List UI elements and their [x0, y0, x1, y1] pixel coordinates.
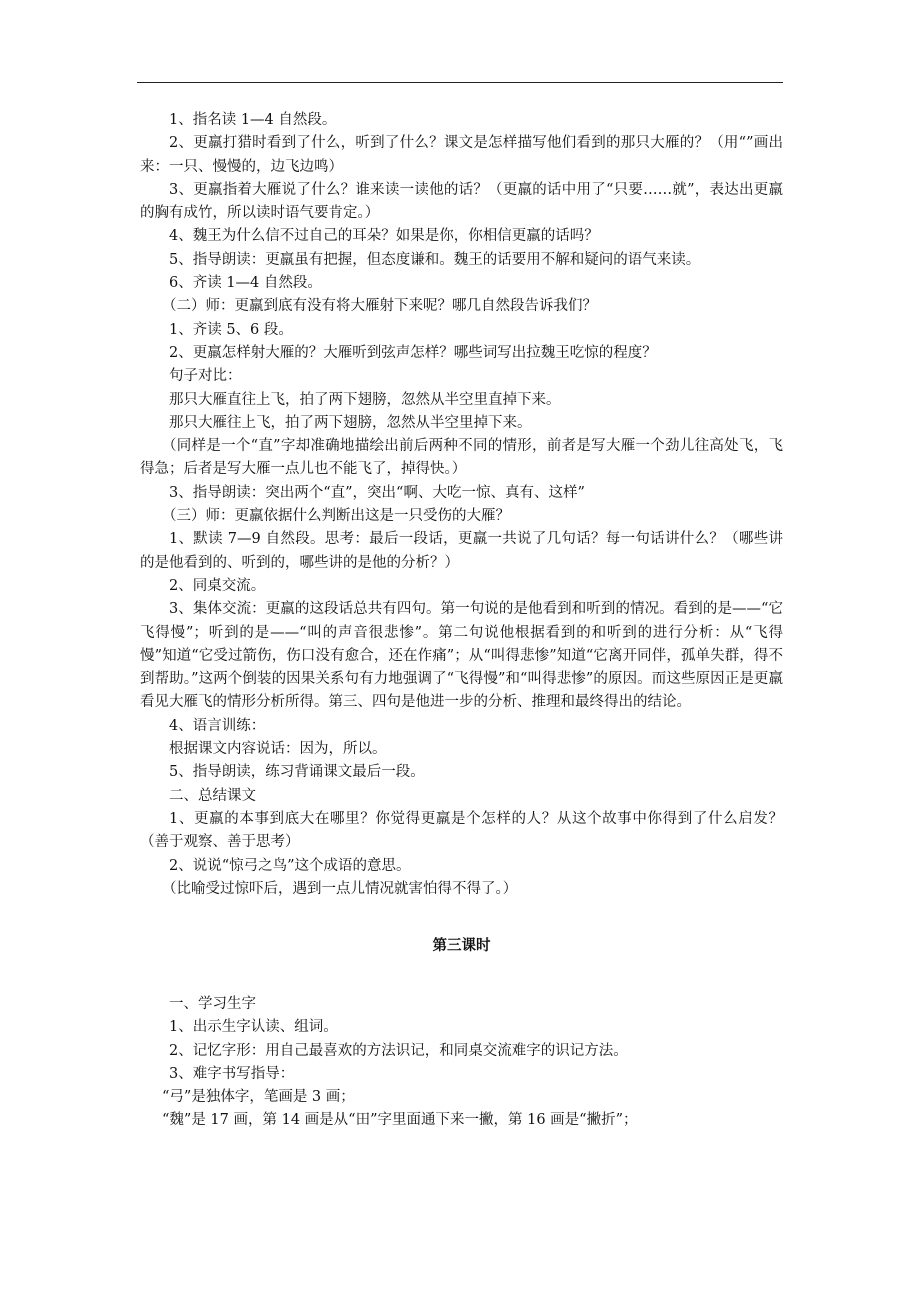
paragraph: 2、说说“惊弓之鸟”这个成语的意思。 [169, 857, 411, 874]
paragraph: 根据课文内容说话：因为，所以。 [169, 741, 387, 758]
compare-note: （同样是一个“直”字却准确地描绘出前后两种不同的情形，前者是写大雁一个劲儿往高处飞，飞得急；后者是写大雁一点儿也不能飞了，掉得快。） [140, 438, 783, 478]
paragraph: 1、出示生字认读、组词。 [169, 1019, 338, 1036]
lesson-heading: 第三课时 [432, 938, 491, 955]
paragraph: 4、语言训练： [169, 717, 266, 734]
paragraph: 6、齐读 1—4 自然段。 [169, 275, 322, 292]
paragraph: 3、指导朗读：突出两个“直”，突出“啊、大吃一惊、真有、这样” [169, 484, 585, 501]
paragraph: 2、更羸怎样射大雁的？大雁听到弦声怎样？哪些词写出拉魏王吃惊的程度？ [169, 344, 657, 361]
paragraph: 5、指导朗读，练习背诵课文最后一段。 [169, 764, 425, 781]
section-title: 二、总结课文 [169, 787, 256, 804]
paragraph: 3、集体交流：更羸的这段话总共有四句。第一句说的是他看到和听到的情况。看到的是——“它飞得慢”；听到的是——“叫的声音很悲惨”。第二句说他根据看到的和听到的进行分析：从“飞得慢”知道“它受过箭伤，伤口没有愈合，还在作痛”；从“叫得悲惨”知道“它离开同伴，孤单失群，得不到帮助。”这两个倒装的因果关系句有力地强调了“飞得慢”和“叫得悲惨”的原因。而这些原因正是更羸看见大雁飞的情形分析所得。第三、四句是他进一步的分析、推理和最终得出的结论。 [140, 601, 783, 711]
section-title: （二）师：更羸到底有没有将大雁射下来呢？哪几自然段告诉我们？ [162, 298, 597, 315]
section-title: 一、学习生字 [169, 995, 256, 1012]
paragraph: 1、指名读 1—4 自然段。 [169, 112, 337, 128]
compare-sentence: 那只大雁直往上飞，拍了两下翅膀，忽然从半空里直掉下来。 [169, 391, 561, 408]
paragraph: 2、同桌交流。 [169, 577, 266, 594]
paragraph: 2、记忆字形：用自己最喜欢的方法识记，和同桌交流难字的识记方法。 [169, 1042, 628, 1059]
header-rule [137, 82, 783, 83]
compare-sentence: 那只大雁往上飞，拍了两下翅膀，忽然从半空里掉下来。 [169, 414, 532, 431]
section-title: （三）师：更羸依据什么判断出这是一只受伤的大雁？ [162, 508, 510, 525]
paragraph: 4、魏王为什么信不过自己的耳朵？如果是你，你相信更羸的话吗？ [169, 228, 599, 245]
compare-label: 句子对比： [169, 368, 242, 385]
paragraph: 1、默读 7—9 自然段。思考：最后一段话，更羸一共说了几句话？每一句话讲什么？（哪些讲的是他看到的、听到的，哪些讲的是他的分析？） [140, 531, 783, 571]
summary-note: （比喻受过惊吓后，遇到一点儿情况就害怕得不得了。） [162, 880, 518, 897]
paragraph: 3、更羸指着大雁说了什么？谁来读一读他的话？（更羸的话中用了“只要……就”，表达出更羸的胸有成竹，所以读时语气要肯定。） [140, 181, 783, 222]
paragraph: 3、难字书写指导： [169, 1065, 295, 1082]
char-note: “魏”是 17 画，第 14 画是从“田”字里面通下来一撇，第 16 画是“撇折”； [162, 1112, 638, 1129]
paragraph: 2、更羸打猎时看到了什么，听到了什么？课文是怎样描写他们看到的那只大雁的？（用“”画出来：一只、慢慢的，边飞边鸣） [140, 135, 783, 175]
char-note: “弓”是独体字，笔画是 3 画； [162, 1089, 355, 1106]
document-body [140, 109, 783, 1133]
paragraph: 1、齐读 5、6 段。 [169, 321, 293, 338]
paragraph: 1、更羸的本事到底大在哪里？你觉得更羸是个怎样的人？从这个故事中你得到了什么启发？（善于观察、善于思考） [140, 810, 783, 851]
paragraph: 5、指导朗读：更羸虽有把握，但态度谦和。魏王的话要用不解和疑问的语气来读。 [169, 251, 701, 268]
